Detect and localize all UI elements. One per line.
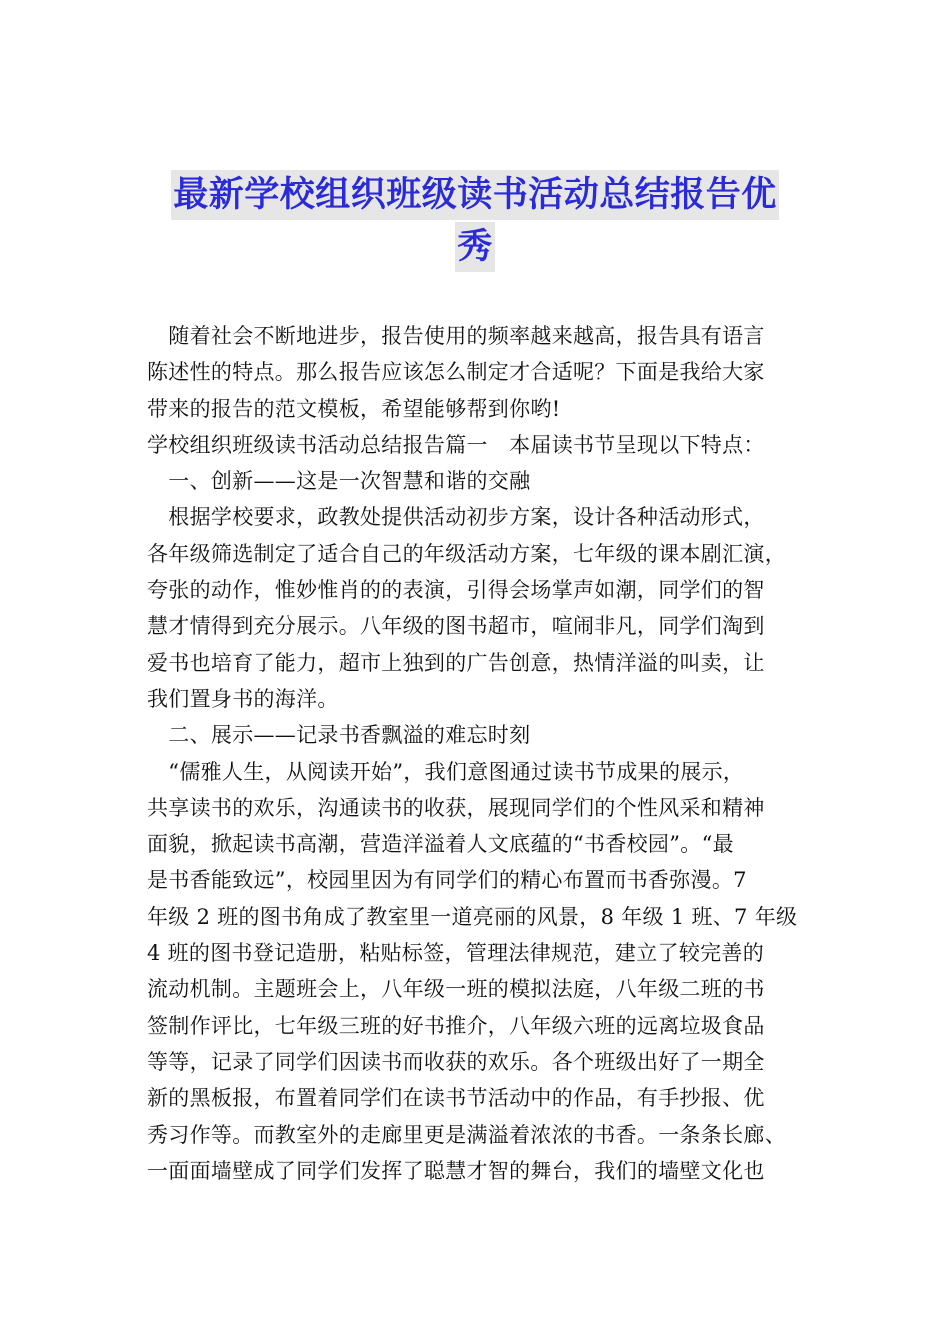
title-line-2: 秀: [455, 222, 495, 272]
body-line: 夸张的动作，惟妙惟肖的的表演，引得会场掌声如潮，同学们的智: [147, 578, 765, 603]
body-line: 我们置身书的海洋。: [147, 686, 339, 711]
body-line: 签制作评比，七年级三班的好书推介，八年级六班的远离垃圾食品: [147, 1013, 765, 1038]
body-line: 共享读书的欢乐，沟通读书的收获，展现同学们的个性风采和精神: [147, 795, 765, 820]
body-line: 是书香能致远”，校园里因为有同学们的精心布置而书香弥漫。7: [147, 868, 747, 893]
section-heading: 一、创新——这是一次智慧和谐的交融: [147, 469, 531, 494]
body-line: 陈述性的特点。那么报告应该怎么制定才合适呢？下面是我给大家: [147, 360, 765, 385]
body-line: 一面面墙壁成了同学们发挥了聪慧才智的舞台，我们的墙壁文化也: [147, 1158, 765, 1183]
body-line: 带来的报告的范文模板，希望能够帮到你哟!: [147, 396, 561, 421]
body-line: 新的黑板报，布置着同学们在读书节活动中的作品，有手抄报、优: [147, 1086, 765, 1111]
body-line: 各年级筛选制定了适合自己的年级活动方案，七年级的课本剧汇演，: [147, 541, 786, 566]
body-line: 面貌，掀起读书高潮，营造洋溢着人文底蕴的“书香校园”。“最: [147, 832, 734, 857]
body-line: 慧才情得到充分展示。八年级的图书超市，喧闹非凡，同学们淘到: [147, 614, 765, 639]
body-line: 4 班的图书登记造册，粘贴标签，管理法律规范，建立了较完善的: [147, 941, 765, 966]
body-line: 年级 2 班的图书角成了教室里一道亮丽的风景，8 年级 1 班、7 年级: [147, 904, 798, 929]
document-body: [147, 318, 812, 1189]
body-line: 爱书也培育了能力，超市上独到的广告创意，热情洋溢的叫卖，让: [147, 650, 765, 675]
document-title: [140, 170, 810, 272]
body-line: “儒雅人生，从阅读开始”，我们意图通过读书节成果的展示，: [147, 759, 745, 784]
body-line: 随着社会不断地进步，报告使用的频率越来越高，报告具有语言: [147, 324, 765, 348]
body-line: 秀习作等。而教室外的走廊里更是满溢着浓浓的书香。一条条长廊、: [147, 1122, 786, 1147]
body-line: 等等，记录了同学们因读书而收获的欢乐。各个班级出好了一期全: [147, 1049, 765, 1074]
title-line-1: 最新学校组织班级读书活动总结报告优: [171, 170, 779, 220]
body-line: 学校组织班级读书活动总结报告篇一 本届读书节呈现以下特点：: [147, 432, 765, 457]
body-line: 根据学校要求，政教处提供活动初步方案，设计各种活动形式，: [147, 505, 765, 530]
section-heading: 二、展示——记录书香飘溢的难忘时刻: [147, 723, 531, 748]
body-line: 流动机制。主题班会上，八年级一班的模拟法庭，八年级二班的书: [147, 977, 765, 1002]
